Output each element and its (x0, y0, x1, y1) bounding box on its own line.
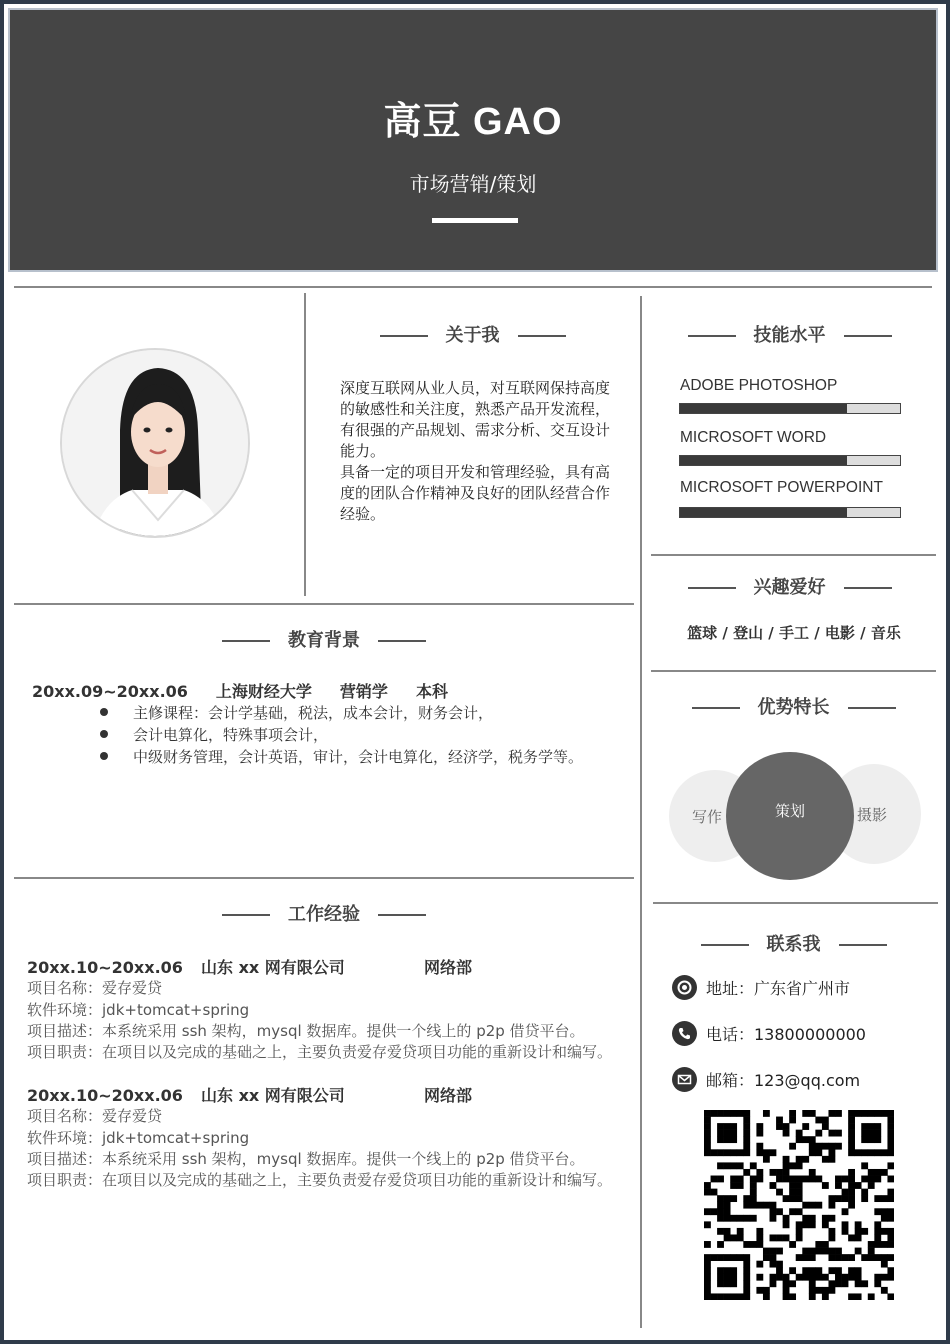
skill-label-powerpoint: MICROSOFT POWERPOINT (680, 479, 883, 496)
heading-dash-left (688, 587, 736, 589)
about-paragraph-2: 具备一定的项目开发和管理经验，具有高度的团队合作精神及良好的团队经营合作经验。 (340, 463, 611, 523)
job-company: 山东 xx 网有限公司 (201, 1086, 345, 1105)
strengths-heading (641, 693, 946, 719)
strength-label: 写作 (692, 807, 723, 826)
heading-dash-left (222, 914, 270, 916)
about-paragraph-1: 深度互联网从业人员，对互联网保持高度的敏感性和关注度，熟悉产品开发流程，有很强的产品规划、需求分析、交互设计能力。 (340, 379, 611, 460)
contact-phone-text: 电话：13800000000 (706, 1025, 866, 1044)
job-description: 项目描述：本系统采用 ssh 架构，mysql 数据库。提供一个线上的 p2p 借贷平台。 (27, 1021, 585, 1040)
strength-label: 策划 (774, 802, 805, 820)
about-heading-text: 关于我 (445, 325, 500, 346)
strength-circle-planning (726, 752, 854, 880)
qr-code-icon (704, 1110, 894, 1300)
strengths-heading-text: 优势特长 (757, 697, 830, 718)
work-heading-text: 工作经验 (288, 904, 360, 925)
location-pin-icon (672, 975, 697, 1000)
job-project-name: 项目名称：爱存爱贷 (27, 1107, 163, 1126)
skill-bar-fill (680, 456, 847, 465)
job-title: 市场营销/策划 (409, 172, 537, 196)
job-period: 20xx.10~20xx.06 (27, 1086, 183, 1105)
contact-address (672, 975, 850, 1000)
job-description: 项目描述：本系统采用 ssh 架构，mysql 数据库。提供一个线上的 p2p 借贷平台。 (27, 1149, 585, 1168)
divider-main-side (640, 296, 642, 1328)
list-item-text: 会计电算化，特殊事项会计， (133, 726, 329, 744)
education-heading-text: 教育背景 (288, 630, 360, 651)
contact-address-text: 地址：广东省广州市 (706, 979, 851, 998)
job-duty: 项目职责：在项目以及完成的基础之上，主要负责爱存爱贷项目功能的重新设计和编写。 (27, 1043, 613, 1062)
education-school: 上海财经大学 (215, 682, 312, 701)
about-text (340, 378, 615, 525)
job-dept: 网络部 (424, 1086, 473, 1105)
divider-hobby-strength (651, 670, 936, 672)
contact-email-text: 邮箱：123@qq.com (706, 1071, 861, 1090)
list-item-text: 中级财务管理，会计英语，审计，会计电算化，经济学，税务学等。 (133, 748, 584, 766)
job-environment: 软件环境：jdk+tomcat+spring (27, 1128, 250, 1147)
job-entry-2 (27, 1085, 617, 1191)
skill-bar-fill (680, 404, 847, 413)
job-environment: 软件环境：jdk+tomcat+spring (27, 1000, 250, 1019)
mail-icon (672, 1067, 697, 1092)
education-courses (66, 702, 611, 768)
hobbies-heading (641, 573, 938, 599)
skill-label-photoshop: ADOBE PHOTOSHOP (680, 377, 838, 394)
skills-heading-text: 技能水平 (753, 325, 826, 346)
hobbies-list: 篮球 / 登山 / 手工 / 电影 / 音乐 (687, 624, 901, 642)
portrait-illustration (62, 350, 250, 538)
divider-top (14, 286, 932, 288)
job-entry-1 (27, 957, 617, 1063)
hobbies-heading-text: 兴趣爱好 (753, 577, 826, 598)
contact-phone (672, 1021, 866, 1046)
job-duty: 项目职责：在项目以及完成的基础之上，主要负责爱存爱贷项目功能的重新设计和编写。 (27, 1171, 613, 1190)
list-item (66, 724, 611, 746)
header-underline (432, 218, 518, 223)
candidate-name: 高豆 GAO (383, 101, 563, 143)
contact-heading-text: 联系我 (766, 934, 821, 955)
skill-bar-word (679, 455, 901, 466)
heading-dash-left (692, 707, 740, 709)
divider-strength-contact (653, 902, 938, 904)
education-heading (14, 626, 634, 652)
skill-bar-fill (680, 508, 847, 517)
skill-bar-photoshop (679, 403, 901, 414)
job-project-name: 项目名称：爱存爱贷 (27, 979, 163, 998)
heading-dash-left (701, 944, 749, 946)
job-header (27, 1085, 617, 1106)
heading-dash-right (518, 335, 566, 337)
bullet-icon (100, 730, 108, 738)
divider-skills-hobby (651, 554, 936, 556)
heading-dash-left (688, 335, 736, 337)
skills-heading (641, 321, 938, 347)
bullet-icon (100, 708, 108, 716)
skill-bar-powerpoint (679, 507, 901, 518)
heading-dash-right (844, 335, 892, 337)
heading-dash-right (848, 707, 896, 709)
education-major: 营销学 (339, 682, 388, 701)
education-degree: 本科 (415, 682, 448, 701)
work-heading (14, 900, 634, 926)
job-header (27, 957, 617, 978)
contact-email (672, 1067, 860, 1092)
divider-about-edu (14, 603, 634, 605)
resume-header (8, 8, 938, 272)
education-period: 20xx.09~20xx.06 (32, 682, 188, 701)
divider-edu-work (14, 877, 634, 879)
strength-label: 摄影 (857, 805, 888, 824)
about-heading (305, 321, 640, 347)
education-summary (32, 679, 476, 702)
qr-code (704, 1110, 894, 1300)
heading-dash-left (380, 335, 428, 337)
bullet-icon (100, 752, 108, 760)
contact-heading (641, 930, 946, 956)
phone-icon (672, 1021, 697, 1046)
heading-dash-right (844, 587, 892, 589)
avatar-photo (60, 348, 250, 538)
list-item (66, 746, 611, 768)
list-item-text: 主修课程：会计学基础，税法，成本会计，财务会计， (133, 704, 494, 722)
list-item (66, 702, 611, 724)
job-period: 20xx.10~20xx.06 (27, 958, 183, 977)
heading-dash-right (839, 944, 887, 946)
skill-label-word: MICROSOFT WORD (680, 429, 827, 446)
heading-dash-left (222, 640, 270, 642)
job-company: 山东 xx 网有限公司 (201, 958, 345, 977)
heading-dash-right (378, 914, 426, 916)
heading-dash-right (378, 640, 426, 642)
job-dept: 网络部 (424, 958, 473, 977)
